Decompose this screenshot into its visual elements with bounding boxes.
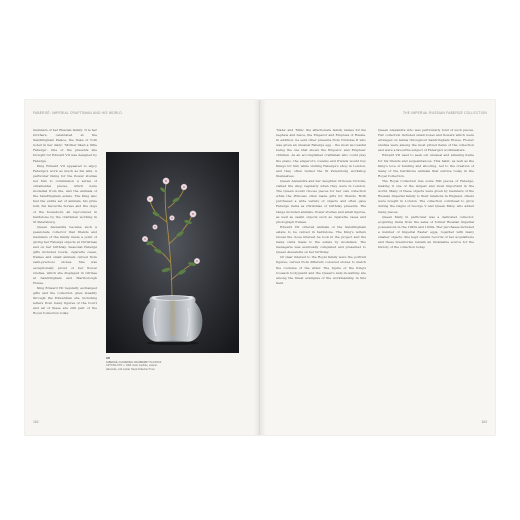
book-gutter [254, 100, 266, 435]
paragraph: members of her Russian family: It is her brothers, celebrated at the Sandringham Palace, the Duke of York noted in her diary: 'Mother liked a little Fabergé'. One of the presents she brought for Edward VII was designed by Fabergé. [33, 128, 97, 163]
paragraph: King Edward VII regularly exchanged gifts and the collection grew steadily through the Edwardian era, including letters from many figures of the Court and all of these are still part of the Royal Collection today. [33, 285, 97, 316]
paragraph: The Royal Collection has some 600 pieces of Fabergé, making it one of the largest and most important in the world. Many of these objects were given by members of the Russian Imperial family to their relations in England, others were bought in London. The collection continued to grow during the reigns of George V and Queen Mary, who added many pieces. [378, 178, 474, 214]
flowering-plant-in-crystal-pot-image [106, 152, 239, 353]
right-text-column-1 [276, 128, 366, 418]
left-text-column [33, 128, 97, 418]
paragraph: Of clear interest to the Royal family were the portrait figures, carved from different coloured stones to match the costume of the sitter. The figure of the King's Cossack bodyguard and the Queen's lady-in-waiting are among the finest examples of the workmanship in this field. [276, 255, 366, 285]
caption-number: 166 [106, 357, 110, 360]
right-page [260, 100, 495, 435]
page-number-left: 162 [33, 420, 39, 424]
paragraph: 'Nada' and 'Mila', the affectionate family names for his nephew and niece, the Emperor and Empress of Russia. In addition, he sent other presents from Nicholas II who was given an unusual Fabergé egg – the most successful being the one that shows the Emperor and Empress' children. As an accomplished craftsman who could play the piano, the emperor's cousins and friends would buy things for him while visiting Fabergé's shop in London, and they often visited the St Petersburg workshop themselves. [276, 128, 366, 178]
page-number-right: 163 [481, 420, 487, 424]
caption-text: FABERGÉ, FLOWERING CRANBERRY IN A ROCK CRYSTAL POT, c. 1900. Gold, nephrite, enamel, diamonds, rock crystal. Royal Collection Trust. [106, 360, 162, 371]
plate-caption [106, 357, 162, 371]
paragraph: Queen Alexandra became such a passionate collector that friends and members of the family made a point of giving her Fabergé objects at Christmas and on her birthday. Seasonal Fabergé gifts included bowls, cigarette cases, frames and small animals carved from semi-precious stones. She was exceptionally proud of her flower studies, which she displayed in vitrines at Sandringham and Marlborough House. [33, 224, 97, 285]
left-page [25, 100, 260, 435]
running-head-right: THE IMPERIAL RUSSIAN FABERGÉ COLLECTION [402, 111, 487, 115]
paragraph: Edward VII used to seek out unusual and amusing items for his friends and acquaintances. This habit, as well as the King's love of hunting and shooting, led to the creation of many of the hardstone animals that survive today in the Royal Collection. [378, 153, 474, 178]
paragraph: Queen Alexandra and her daughter, Princess Victoria, visited the shop regularly when they were in London. The Queen would choose pieces for her own collection while the Princess often made gifts for friends. Both purchased a wide variety of objects and often gave Fabergé items as Christmas or birthday presents. The range included animals, flower studies and small figures, as well as useful objects such as cigarette cases and photograph frames. [276, 178, 366, 224]
paragraph: King Edward VII appeared to enjoy Fabergé's work as much as his wife. A particular liking for the flower studies led him to commission a series of ornamental pieces, which were modelled from life, and the animals of the Sandringham estate. The King also had the entire set of animals, his prize bull, his favourite horses and the dogs of the household, all reproduced in hardstone by the craftsmen working in St Petersburg. [33, 163, 97, 224]
paragraph: Edward VII ordered animals of the Sandringham estate to be carved in hardstone. The King's letters reveal the close interest he took in the project and the many visits made to the estate by modellers. The menagerie was eventually completed and presented to Queen Alexandra on her birthday. [276, 224, 366, 255]
running-head-left: FABERGÉ: IMPERIAL CRAFTSMAN AND HIS WORLD [33, 111, 122, 115]
right-text-column-2 [378, 128, 474, 418]
paragraph: Queen Mary in particular was a dedicated collector, acquiring items from the sales of former Russian imperial possessions in the 1920s and 1930s. Her purchases included a number of Imperial Easter eggs, together with many smaller objects. She kept careful records of her acquisitions and these inventories remain an invaluable source for the history of the collection today. [378, 214, 474, 250]
paragraph: Queen Alexandra who was particularly fond of such pieces. Her collection included small boxes and flowers which were arranged on tables throughout Sandringham House. Flower studies were among the most prized items of the collection and were a favourite subject of Fabergé's workmasters. [378, 128, 474, 153]
plate-photograph [106, 152, 239, 353]
